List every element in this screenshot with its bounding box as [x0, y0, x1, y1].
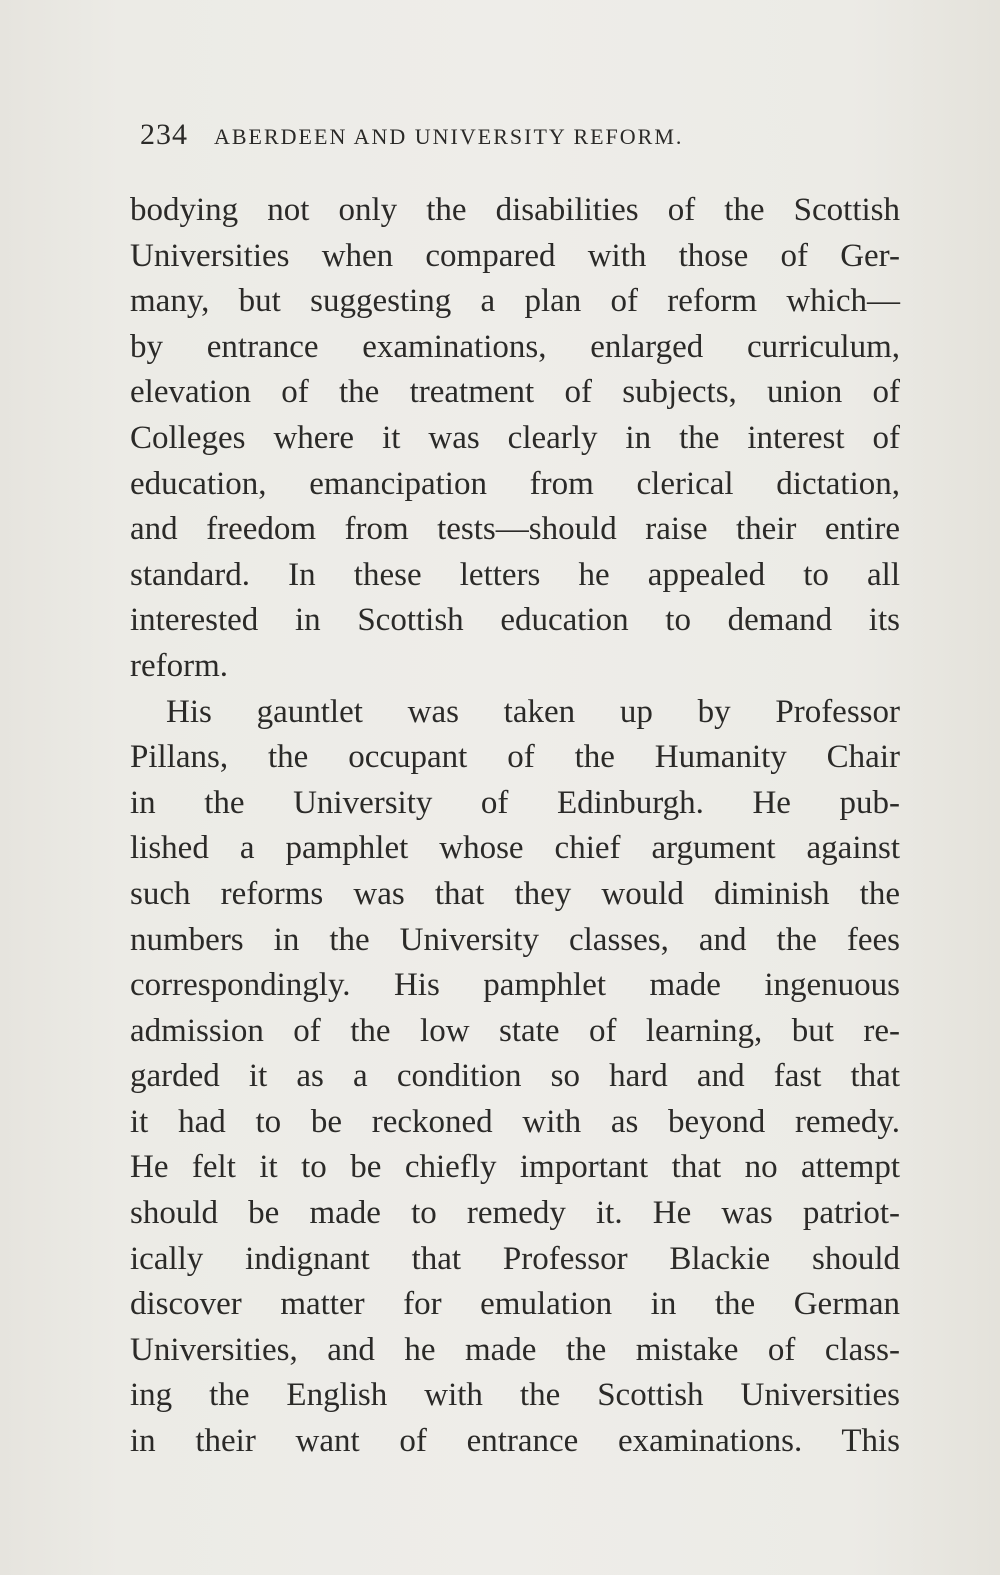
text-line: He felt it to be chiefly important that no attempt	[130, 1149, 900, 1186]
body-text	[130, 188, 900, 1465]
page-number: 234	[140, 118, 188, 151]
text-line: ing the English with the Scottish Universities	[130, 1377, 900, 1414]
text-line: in their want of entrance examinations. This	[130, 1423, 900, 1460]
text-line: Colleges where it was clearly in the interest of	[130, 419, 900, 456]
text-line: Universities, and he made the mistake of class-	[130, 1331, 900, 1368]
text-line: Pillans, the occupant of the Humanity Chair	[130, 739, 900, 776]
text-line: by entrance examinations, enlarged curriculum,	[130, 328, 900, 365]
text-line: garded it as a condition so hard and fast that	[130, 1058, 900, 1095]
text-line: numbers in the University classes, and the fees	[130, 921, 900, 958]
text-line: bodying not only the disabilities of the Scottish	[130, 192, 900, 228]
text-line: it had to be reckoned with as beyond remedy.	[130, 1103, 900, 1140]
text-line: reform.	[130, 647, 229, 684]
text-line: should be made to remedy it. He was patriot-	[130, 1195, 900, 1232]
running-head	[140, 118, 860, 158]
text-line: standard. In these letters he appealed to all	[130, 556, 900, 593]
running-title: ABERDEEN AND UNIVERSITY REFORM.	[214, 124, 684, 149]
text-line: admission of the low state of learning, but re-	[130, 1012, 900, 1049]
text-line: education, emancipation from clerical dictation,	[130, 465, 900, 502]
text-line: His gauntlet was taken up by Professor	[166, 693, 900, 730]
text-line: discover matter for emulation in the German	[130, 1286, 900, 1323]
text-line: many, but suggesting a plan of reform which—	[130, 283, 900, 320]
text-line: ically indignant that Professor Blackie should	[130, 1240, 900, 1277]
text-line: elevation of the treatment of subjects, union of	[130, 374, 900, 411]
text-line: such reforms was that they would diminish the	[130, 875, 900, 912]
text-line: lished a pamphlet whose chief argument against	[130, 830, 900, 867]
text-line: Universities when compared with those of Ger-	[130, 237, 900, 274]
text-line: and freedom from tests—should raise their entire	[130, 511, 900, 548]
text-line: correspondingly. His pamphlet made ingenuous	[130, 967, 900, 1004]
text-line: interested in Scottish education to demand its	[130, 602, 900, 639]
text-line: in the University of Edinburgh. He pub-	[130, 784, 900, 821]
